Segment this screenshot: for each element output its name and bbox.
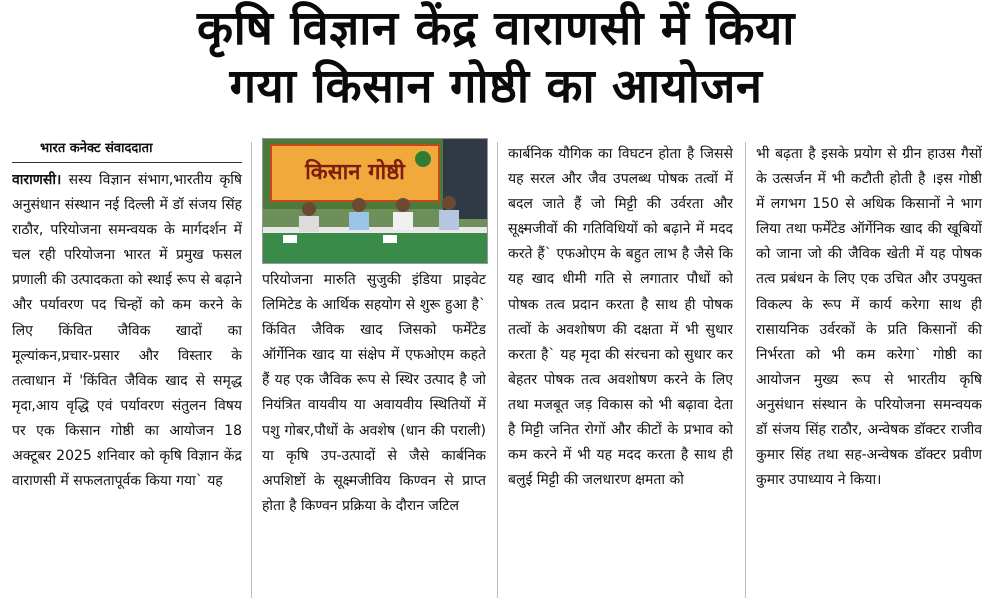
event-photo-illustration	[263, 139, 487, 263]
headline-line-1: कृषि विज्ञान केंद्र वाराणसी में किया	[197, 1, 795, 56]
byline-divider	[12, 162, 242, 163]
banner-text: किसान गोष्ठी	[305, 160, 405, 185]
dateline: वाराणसी।	[12, 172, 62, 188]
article-column-4: भी बढ़ता है इसके प्रयोग से ग्रीन हाउस गैसों के उत्सर्जन में भी कटौती होती है ।इस गोष्ठी में लगभग 150 से अधिक किसानों ने भाग लिया तथा फर्मेंटेड ऑर्गेनिक खाद की खूबियों को जाना जो की जैविक खेती में यह पोषक तत्व प्रबंधन के लिए एक उचित और उपयुक्त विकल्प के रूप में कार्य करेगा साथ ही रासायनिक उर्वरकों के प्रति किसानों की निर्भरता को भी कम करेगा` गोष्ठी का आयोजन मुख्य रूप से भारतीय कृषि अनुसंधान संस्थान के परियोजना समन्वयक डॉ संजय सिंह राठौर, अन्वेषक डॉक्टर राजीव कुमार सिंह तथा सह-अन्वेषक डॉक्टर प्रवीण कुमार उपाध्याय ने किया।	[756, 146, 982, 489]
column-divider	[745, 142, 746, 598]
article-column-1-text: सस्य विज्ञान संभाग,भारतीय कृषि अनुसंधान संस्थान नई दिल्ली में डॉ संजय सिंह राठौर, परियोजना समन्वयक के मार्गदर्शन में चल रही परियोजना भारत में प्रमुख फसल प्रणाली की उत्पादकता को स्थाई रूप से बढ़ाने और पर्यावरण पद चिन्हों को कम करने के लिए किंवित जैविक खादों का मूल्यांकन,प्रचार-प्रसार और विस्तार के तत्वाधान में 'किंवित जैविक खाद से समृद्ध मृदा,आय वृद्धि एवं पर्यावरण संतुलन विषय पर एक किसान गोष्ठी का आयोजन 18 अक्टूबर 2025 शनिवार को कृषि विज्ञान केंद्र वाराणसी में सफलतापूर्वक किया गया` यह	[12, 172, 242, 490]
headline-line-2: गया किसान गोष्ठी का आयोजन	[229, 59, 763, 114]
headline	[0, 0, 992, 116]
column-divider	[251, 142, 252, 598]
article-column-3: कार्बनिक यौगिक का विघटन होता है जिससे यह सरल और जैव उपलब्ध पोषक तत्वों में बदल जाते हैं जो मिट्टी की उर्वरता और सूक्ष्मजीवों की गतिविधियों को बढ़ाने में मदद करते हैं` एफओएम के बहुत लाभ है जैसे कि यह खाद धीमी गति से लगातार पौधों को पोषक तत्व प्रदान करता है साथ ही पोषक तत्वों के अवशोषण की दक्षता में भी सुधार करता है` यह मृदा की संरचना को सुधार कर बेहतर पोषक तत्व अवशोषण करने के लिए तथा मजबूत जड़ विकास को भी बढ़ावा देता है मिट्टी जनित रोगों और कीटों के प्रभाव को कम करने में भी यह मदद करता है साथ ही बलुई मिट्टी की जलधारण क्षमता को	[508, 146, 733, 489]
column-divider	[497, 142, 498, 598]
byline: भारत कनेक्ट संवाददाता	[40, 141, 153, 156]
event-photo	[262, 138, 488, 264]
article-column-2: परियोजना मारुति सुजुकी इंडिया प्राइवेट लिमिटेड के आर्थिक सहयोग से शुरू हुआ है` किंवित जैविक खाद जिसको फर्मेंटेड ऑर्गेनिक खाद या संक्षेप में एफओएम कहते हैं यह एक जैविक रूप से स्थिर उत्पाद है जो नियंत्रित वायवीय या अवायवीय स्थितियों में पशु गोबर,पौधों के अवशेष (धान की पराली) या कृषि उप-उत्पादों से जैसे कार्बनिक अपशिष्टों के सूक्ष्मजीविय किण्वन से प्राप्त होता है किण्वन प्रक्रिया के दौरान जटिल	[262, 272, 486, 514]
article-column-1	[12, 168, 242, 598]
